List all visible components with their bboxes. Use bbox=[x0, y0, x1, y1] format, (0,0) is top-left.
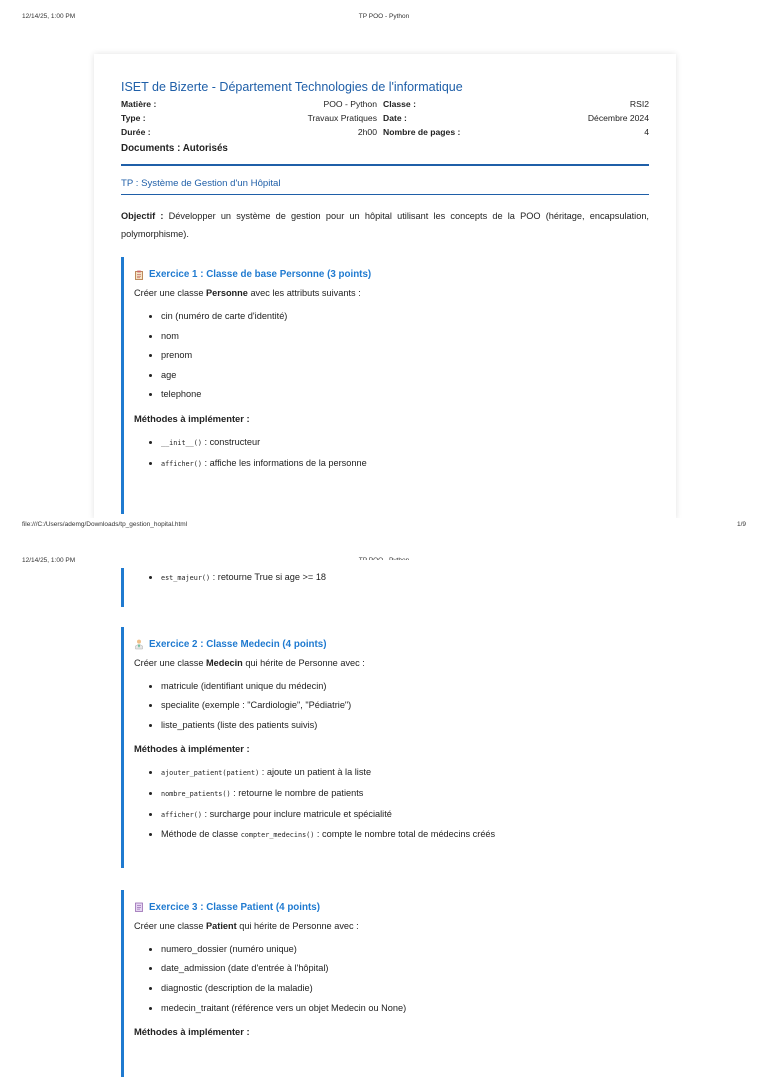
method-desc: : retourne True si age >= 18 bbox=[210, 572, 327, 582]
list-item: • numero_dossier (numéro unique) bbox=[161, 940, 649, 960]
exercise-1-title bbox=[134, 257, 649, 280]
list-item: • specialite (exemple : "Cardiologie", "Pédiatrie") bbox=[161, 696, 649, 716]
print-datetime: 12/14/25, 1:00 PM bbox=[22, 13, 76, 20]
list-item: • date_admission (date d'entrée à l'hôpital) bbox=[161, 959, 649, 979]
info-matiere bbox=[121, 99, 383, 109]
list-item: • medecin_traitant (référence vers un objet Medecin ou None) bbox=[161, 999, 649, 1019]
list-item: • matricule (identifiant unique du médecin) bbox=[161, 677, 649, 697]
header-divider bbox=[121, 164, 649, 166]
objectif-label: Objectif : bbox=[121, 211, 164, 221]
type-label: Type : bbox=[121, 113, 146, 123]
method-code: nombre_patients() bbox=[161, 789, 231, 798]
list-item bbox=[161, 568, 649, 589]
exercise-1-methods-continued bbox=[134, 568, 649, 589]
course-info-grid bbox=[121, 99, 649, 137]
matiere-label: Matière : bbox=[121, 99, 157, 109]
info-type bbox=[121, 113, 383, 123]
list-item bbox=[161, 433, 649, 454]
method-prefix: Méthode de classe bbox=[161, 829, 241, 840]
list-item: • nom bbox=[161, 327, 649, 347]
method-desc: : surcharge pour inclure matricule et spécialité bbox=[201, 808, 392, 819]
exercise-1-methods bbox=[134, 433, 649, 474]
documents-allowed: Documents : Autorisés bbox=[121, 143, 228, 154]
info-pages bbox=[383, 127, 649, 137]
method-desc: : ajoute un patient à la liste bbox=[259, 767, 372, 778]
intro-post: qui hérite de Personne avec : bbox=[242, 657, 365, 668]
method-code: __init__() bbox=[161, 438, 202, 447]
exercise-2-attributes bbox=[134, 677, 649, 736]
intro-post: avec les attributs suivants : bbox=[247, 288, 361, 298]
method-code: afficher() bbox=[161, 810, 202, 819]
list-item bbox=[161, 784, 649, 805]
exercise-3-attributes bbox=[134, 940, 649, 1018]
type-value: Travaux Pratiques bbox=[307, 113, 377, 123]
method-code: est_majeur() bbox=[161, 574, 211, 582]
exercise-2-title-text: Exercice 2 : Classe Medecin (4 points) bbox=[149, 638, 327, 650]
exercise-1 bbox=[121, 257, 649, 514]
print-datetime: 12/14/25, 1:00 PM bbox=[22, 557, 76, 564]
doctor-icon bbox=[134, 639, 144, 649]
method-code: compter_medecins() bbox=[240, 831, 315, 840]
pages-label: Nombre de pages : bbox=[383, 127, 461, 137]
list-item: • liste_patients (liste des patients suivis) bbox=[161, 716, 649, 736]
exercise-3-title-text: Exercice 3 : Classe Patient (4 points) bbox=[149, 901, 320, 913]
method-code: afficher() bbox=[161, 459, 202, 468]
objectif-paragraph bbox=[121, 207, 649, 243]
list-item: • diagnostic (description de la maladie) bbox=[161, 979, 649, 999]
info-classe bbox=[383, 99, 649, 109]
patient-icon bbox=[134, 902, 144, 912]
method-desc: : compte le nombre total de médecins créés bbox=[314, 829, 496, 840]
method-code: ajouter_patient(patient) bbox=[161, 769, 260, 778]
date-value: Décembre 2024 bbox=[587, 113, 649, 123]
list-item bbox=[161, 805, 649, 826]
info-date bbox=[383, 113, 649, 123]
info-duree bbox=[121, 127, 383, 137]
print-file-path: file:///C:/Users/ademg/Downloads/tp_gestion_hopital.html bbox=[22, 521, 188, 528]
duree-label: Durée : bbox=[121, 127, 151, 137]
classe-label: Classe : bbox=[383, 99, 416, 109]
intro-pre: Créer une classe bbox=[134, 288, 207, 298]
list-item: • telephone bbox=[161, 385, 649, 405]
school-title: ISET de Bizerte - Département Technologies de l'informatique bbox=[121, 80, 463, 94]
exercise-2-methods bbox=[134, 763, 649, 845]
exercise-2-methods-title: Méthodes à implémenter : bbox=[134, 743, 250, 755]
list-item bbox=[161, 763, 649, 784]
exercise-2 bbox=[121, 627, 649, 868]
date-label: Date : bbox=[383, 113, 407, 123]
exercise-1-title-text: Exercice 1 : Classe de base Personne (3 points) bbox=[149, 269, 372, 280]
exercise-3-title bbox=[134, 890, 649, 913]
intro-pre: Créer une classe bbox=[134, 920, 207, 931]
exercise-2-intro bbox=[134, 658, 649, 668]
exercise-3 bbox=[121, 890, 649, 1077]
document-card-page1 bbox=[94, 54, 676, 520]
list-item: • prenom bbox=[161, 346, 649, 366]
intro-pre: Créer une classe bbox=[134, 657, 207, 668]
exercise-3-methods-title: Méthodes à implémenter : bbox=[134, 1026, 250, 1038]
method-desc: : constructeur bbox=[201, 436, 261, 447]
document-card-page2 bbox=[94, 560, 676, 1038]
tp-title: TP : Système de Gestion d'un Hôpital bbox=[121, 178, 649, 195]
matiere-value: POO - Python bbox=[323, 99, 377, 109]
objectif-text: Développer un système de gestion pour un hôpital utilisant les concepts de la POO (héritage, encapsulation, polymorphisme). bbox=[121, 211, 649, 239]
list-item bbox=[161, 454, 649, 475]
list-item: • cin (numéro de carte d'identité) bbox=[161, 307, 649, 327]
intro-post: qui hérite de Personne avec : bbox=[236, 920, 359, 931]
pages-value: 4 bbox=[644, 127, 649, 137]
list-item: • age bbox=[161, 366, 649, 386]
exercise-1-intro bbox=[134, 288, 649, 298]
exercise-1-continued bbox=[121, 568, 649, 607]
intro-class-name: Personne bbox=[206, 288, 248, 298]
list-item bbox=[161, 825, 649, 846]
exercise-3-intro bbox=[134, 921, 649, 931]
exercise-1-attributes bbox=[134, 307, 649, 405]
exercise-2-title bbox=[134, 627, 649, 650]
classe-value: RSI2 bbox=[629, 99, 649, 109]
print-header-page1 bbox=[0, 10, 768, 24]
intro-class-name: Medecin bbox=[206, 657, 243, 668]
method-desc: : retourne le nombre de patients bbox=[230, 787, 364, 798]
print-page-number: 1/9 bbox=[736, 521, 746, 528]
method-desc: : affiche les informations de la personne bbox=[201, 457, 367, 468]
exercise-1-methods-title: Méthodes à implémenter : bbox=[134, 412, 250, 424]
duree-value: 2h00 bbox=[357, 127, 377, 137]
intro-class-name: Patient bbox=[206, 920, 237, 931]
print-footer-page1 bbox=[0, 518, 768, 532]
print-doc-title: TP POO - Python bbox=[358, 13, 410, 20]
clipboard-icon bbox=[134, 270, 144, 280]
